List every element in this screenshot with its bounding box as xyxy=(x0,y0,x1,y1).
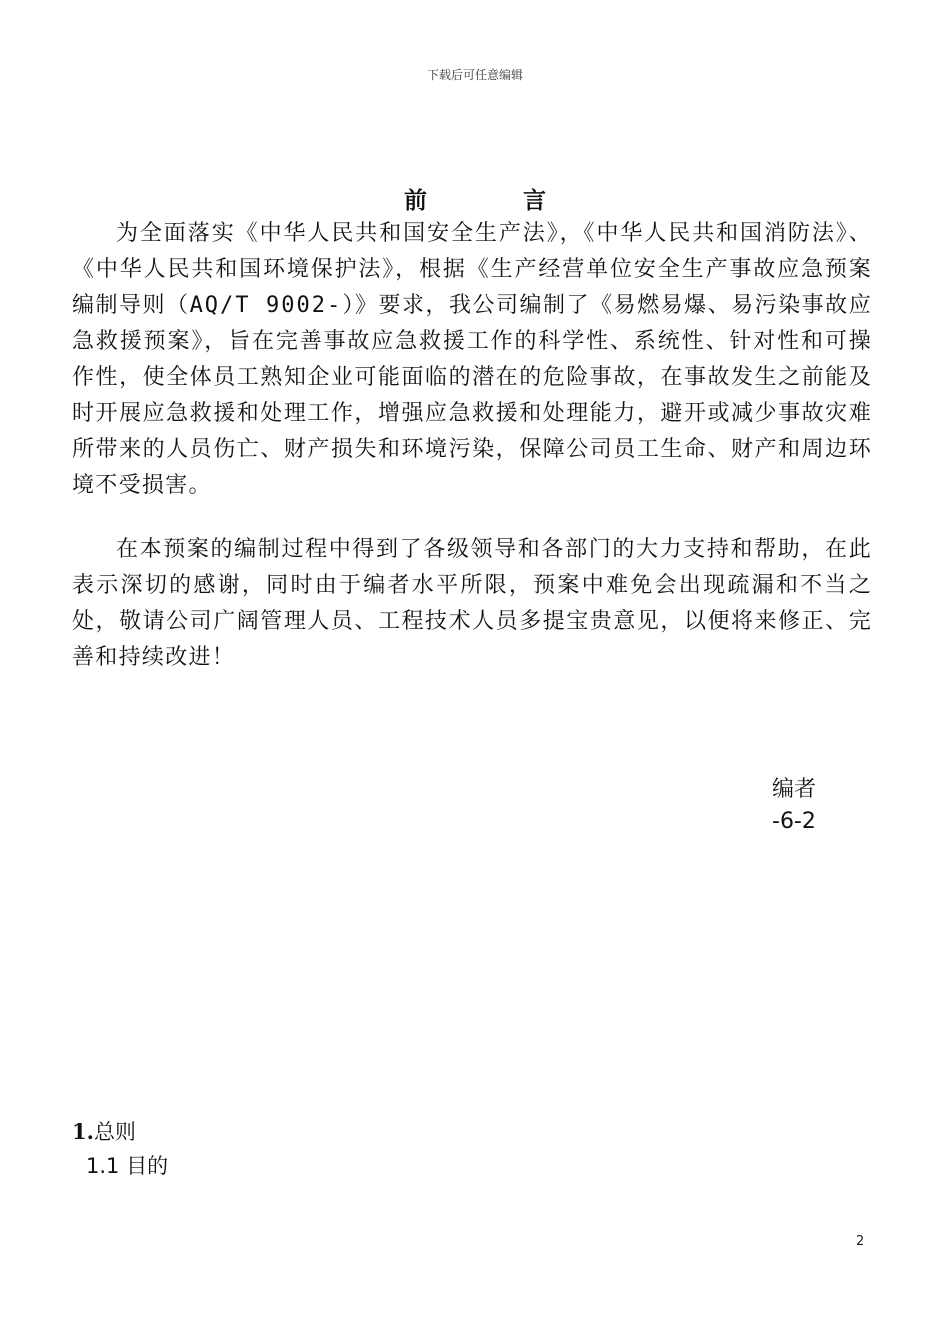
preface-paragraph-1-standard-code: AQ/T 9002- xyxy=(189,293,343,318)
preface-title: 前言 xyxy=(404,188,642,214)
signature-block xyxy=(772,774,816,838)
preface-paragraph-1-part-1: 为全面落实《中华人民共和国安全生产法》，《中华人民共和国消防法》、《中华人民共和国环境保护法》，根据《生产经营单位安全生产事故应急预案编制导则（ xyxy=(72,221,872,318)
preface-paragraph-2: 在本预案的编制过程中得到了各级领导和各部门的大力支持和帮助，在此表示深切的感谢，同时由于编者水平所限，预案中难免会出现疏漏和不当之处，敬请公司广阔管理人员、工程技术人员多提宝贵意见，以便将来修正、完善和持续改进！ xyxy=(72,537,872,670)
signature-author: 编者 xyxy=(772,777,817,802)
page-header-note: 下载后可任意编辑 xyxy=(426,68,523,82)
section-1-title: 总则 xyxy=(93,1120,136,1144)
preface-paragraph-1-part-2: ）》要求，我公司编制了《易燃易爆、易污染事故应急救援预案》，旨在完善事故应急救援工作的科学性、系统性、针对性和可操作性，使全体员工熟知企业可能面临的潜在的危险事故，在事故发生之前能及时开展应急救援和处理工作，增强应急救援和处理能力，避开或减少事故灾难所带来的人员伤亡、财产损失和环境污染，保障公司员工生命、财产和周边环境不受损害。 xyxy=(72,293,872,498)
page-number: 2 xyxy=(856,1234,865,1249)
section-1-number: 1. xyxy=(72,1119,94,1144)
section-1-1-heading: 1.1 目的 xyxy=(86,1154,169,1178)
signature-date: -6-2 xyxy=(772,809,816,834)
preface-paragraph-1 xyxy=(72,216,872,504)
section-1-heading xyxy=(72,1116,136,1146)
